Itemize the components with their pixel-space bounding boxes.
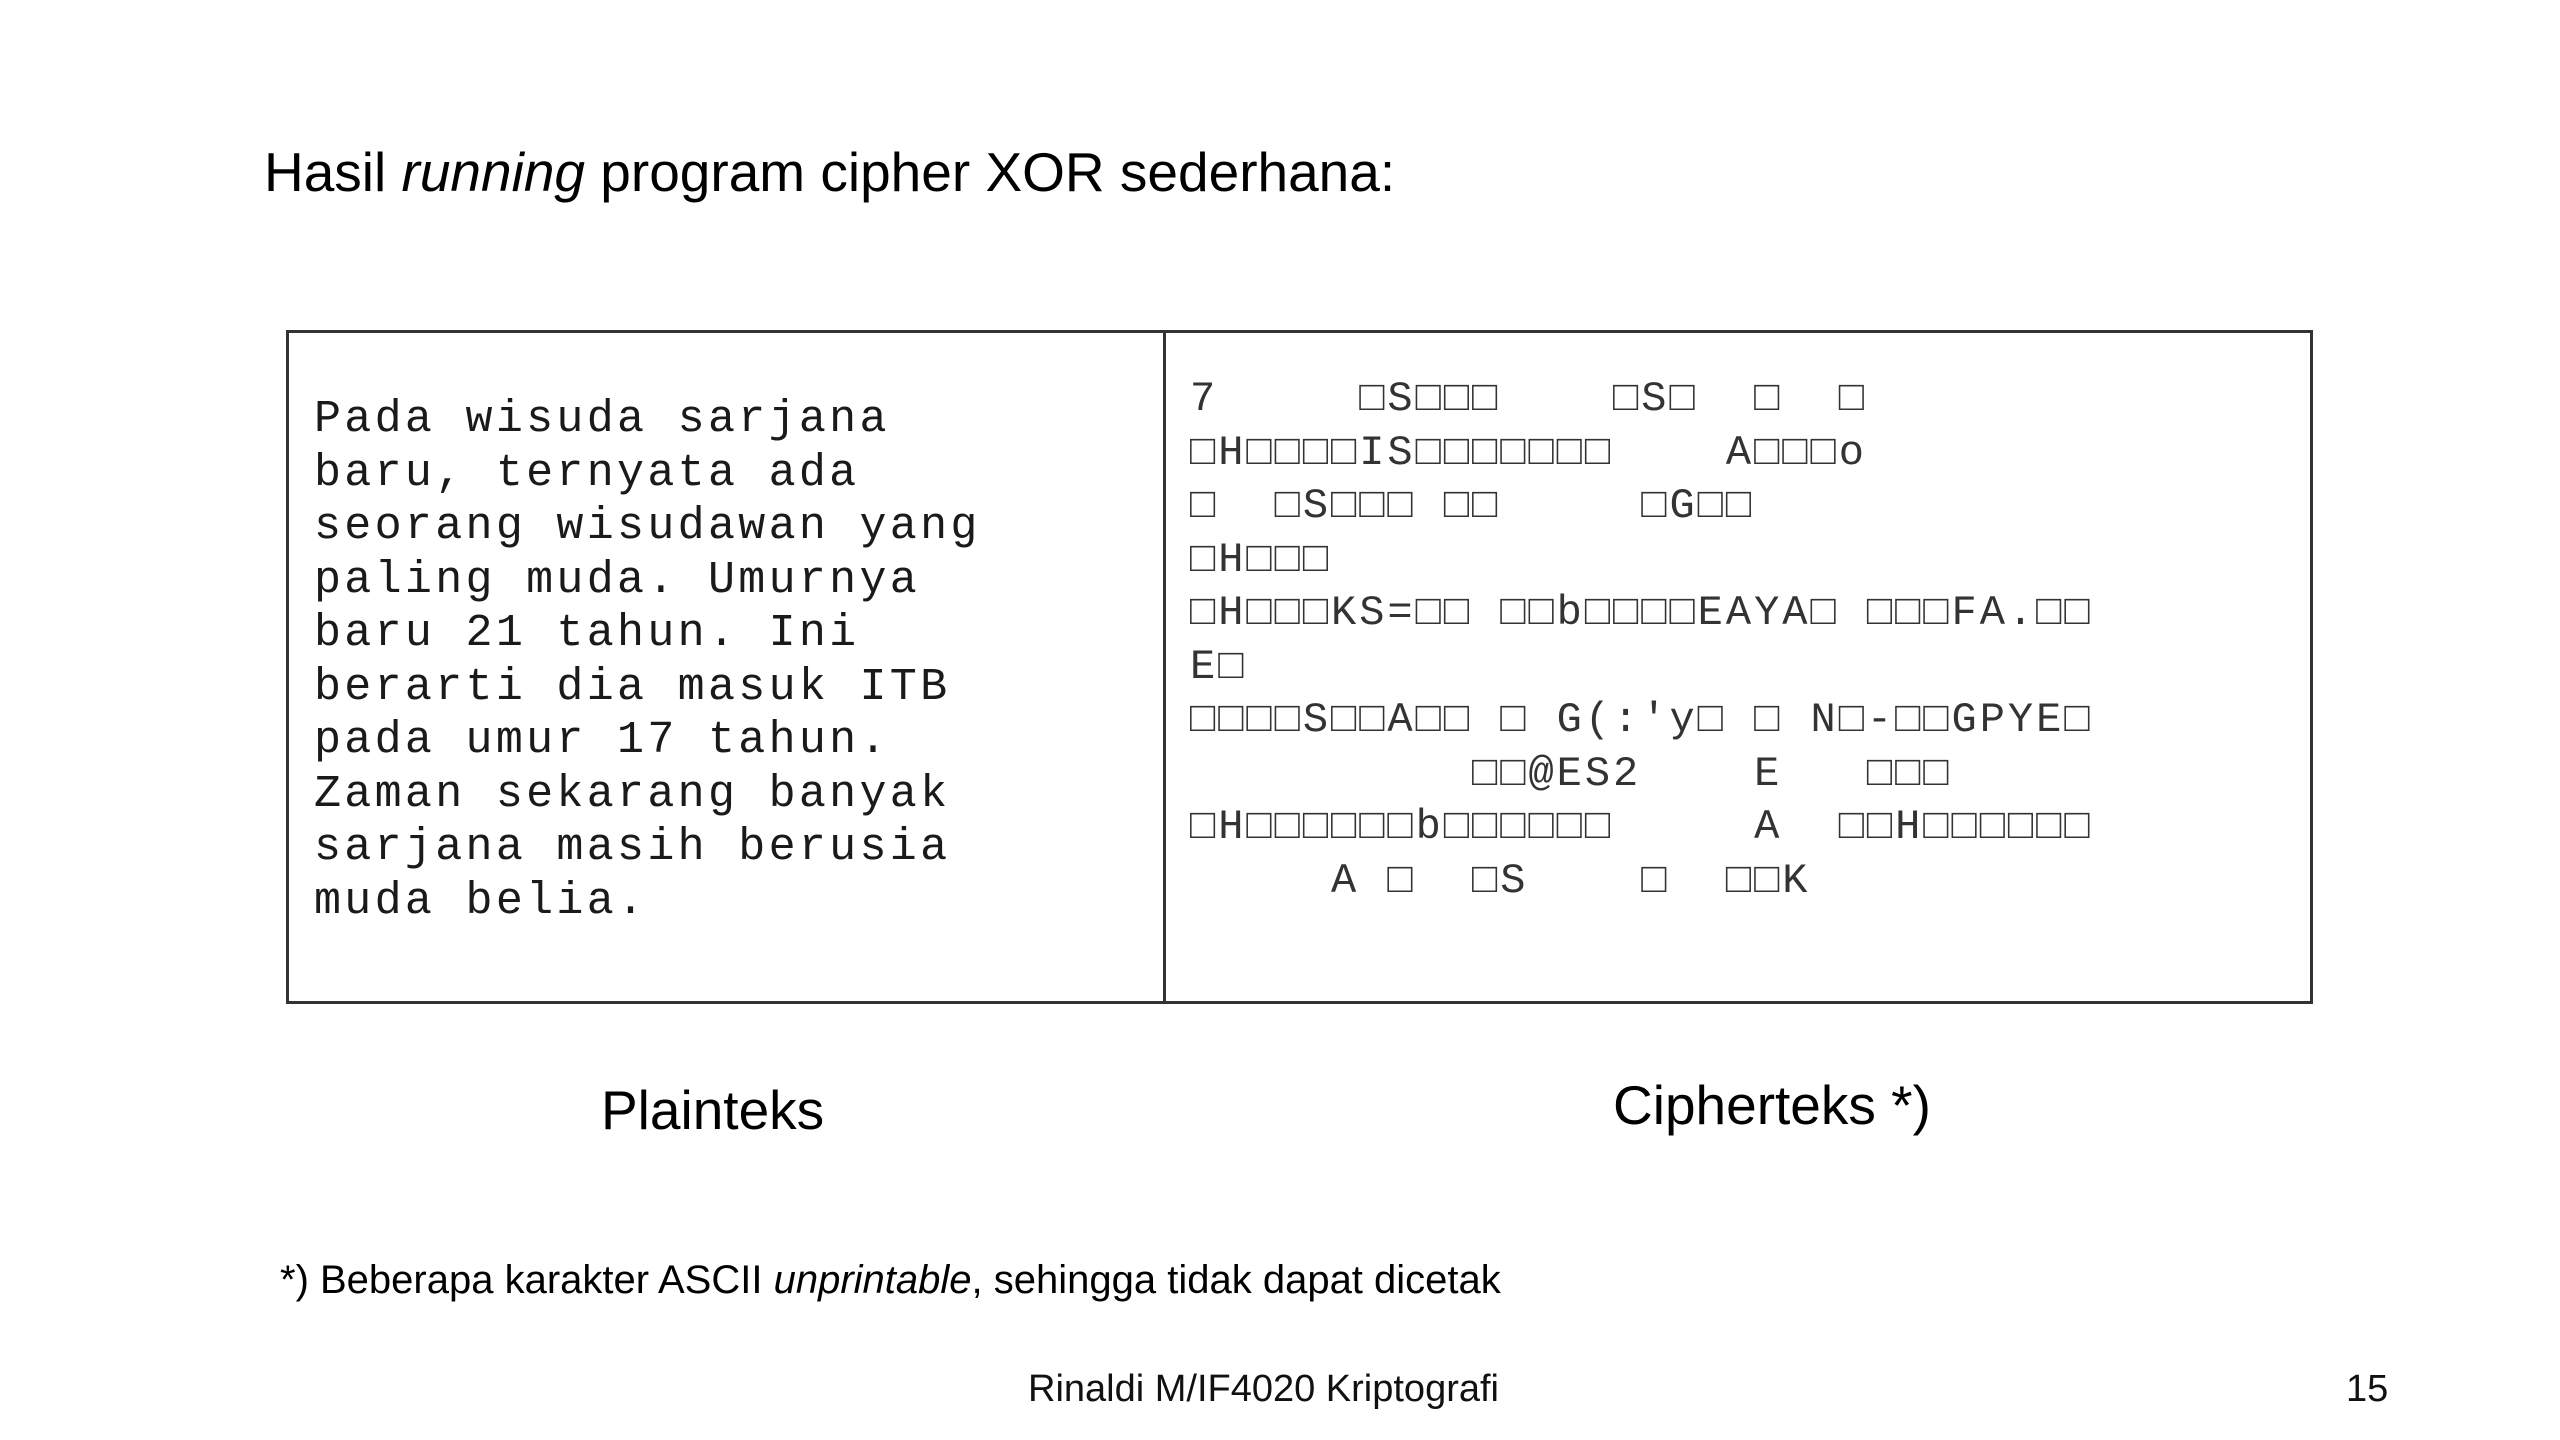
ciphertext-line: □H□□□ [1190, 535, 1332, 584]
page-number: 15 [2346, 1368, 2389, 1410]
footnote-suffix: , sehingga tidak dapat dicetak [971, 1258, 1501, 1302]
plaintext-line: pada umur 17 tahun. [314, 715, 890, 766]
footnote-emphasis: unprintable [773, 1258, 972, 1302]
plaintext-line: sarjana masih berusia [314, 822, 951, 873]
comparison-table [286, 330, 2313, 1004]
slide-title-suffix: program cipher XOR sederhana: [585, 141, 1396, 203]
ciphertext-line: □ □S□□□ □□ □G□□ [1190, 482, 1755, 530]
ciphertext-line: □H□□□□□□b□□□□□□ A □□H□□□□□□ [1190, 803, 2093, 851]
footer-credit: Rinaldi M/IF4020 Kriptografi [1028, 1368, 1499, 1410]
plaintext-caption: Plainteks [601, 1079, 825, 1141]
footnote [280, 1258, 1501, 1303]
slide-title [264, 140, 1395, 204]
ciphertext-line: □H□□□□IS□□□□□□□ A□□□o [1190, 428, 1867, 477]
plaintext-line: baru 21 tahun. Ini [314, 608, 860, 659]
ciphertext-line: □□@ES2 E □□□ [1190, 749, 1952, 798]
slide-title-emphasis: running [401, 141, 586, 203]
ciphertext-line: A □ □S □ □□K [1190, 856, 1811, 905]
plaintext-line: Zaman sekarang banyak [314, 768, 951, 820]
ciphertext-line: □H□□□KS=□□ □□b□□□□EAYA□ □□□FA.□□ [1190, 589, 2093, 637]
footnote-prefix: *) Beberapa karakter ASCII [280, 1258, 774, 1302]
ciphertext-line: □□□□S□□A□□ □ G(:'y□ □ N□-□□GPYE□ [1190, 696, 2093, 744]
plaintext-cell [289, 333, 1166, 1001]
plaintext-line: Pada wisuda sarjana [314, 394, 890, 445]
ciphertext-line: 7 □S□□□ □S□ □ □ [1190, 375, 1867, 423]
plaintext-line: berarti dia masuk ITB [314, 661, 951, 713]
plaintext-line: seorang wisudawan yang [314, 501, 981, 552]
ciphertext-caption: Cipherteks *) [1613, 1074, 1931, 1136]
ciphertext-line: E□ [1190, 642, 1247, 691]
plaintext-line: paling muda. Umurnya [314, 554, 921, 606]
plaintext-line: muda belia. [314, 875, 648, 927]
ciphertext-cell [1166, 333, 2310, 1001]
plaintext-line: baru, ternyata ada [314, 447, 860, 499]
slide-title-prefix: Hasil [264, 141, 402, 203]
